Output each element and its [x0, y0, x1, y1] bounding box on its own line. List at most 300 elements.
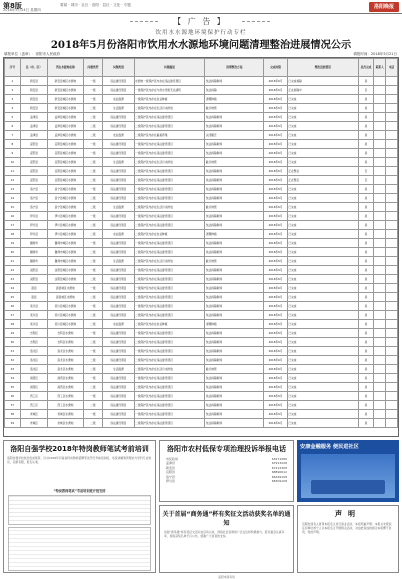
table-cell: 2018年6月: [264, 338, 288, 347]
table-cell: 二级保护区内存在违法建设项目: [134, 419, 205, 428]
table-cell: 洛宁县城区水源地: [48, 185, 83, 194]
table-cell: [386, 239, 398, 248]
table-cell: [386, 275, 398, 284]
table-cell: 已完成拆除: [287, 77, 358, 86]
table-cell: 2018年6月: [264, 86, 288, 95]
table-cell: 偃师市城区水源地: [48, 239, 83, 248]
table-cell: 违法建设项目: [103, 77, 134, 86]
table-row: [5, 338, 398, 347]
table-cell: 生活面源: [103, 257, 134, 266]
essay-award-notice: [159, 505, 294, 579]
table-cell: 一级: [83, 410, 103, 419]
table-cell: 栾川县城区水源地: [48, 320, 83, 329]
table-cell: 一级保护区内存在违法建设项目: [134, 185, 205, 194]
table-row: [5, 194, 398, 203]
table-cell: 已完成: [287, 203, 358, 212]
table-row: [5, 212, 398, 221]
table-cell: 依法拆除取缔: [205, 194, 264, 203]
table-cell: 洛宁县: [20, 203, 48, 212]
table-cell: 已完成: [287, 266, 358, 275]
table-cell: [386, 302, 398, 311]
table-cell: 新安县城区水源地: [48, 104, 83, 113]
table-cell: 依法拆除取缔: [205, 221, 264, 230]
table-cell: 嵩县: [20, 293, 48, 302]
table-cell: 依法拆除取缔: [205, 356, 264, 365]
table-cell: 2018年6月: [264, 230, 288, 239]
table-cell: 依法拆除取缔: [205, 284, 264, 293]
table-cell: [374, 410, 386, 419]
table-cell: 23: [5, 275, 21, 284]
table-cell: 已完成: [287, 158, 358, 167]
table-cell: 偃师市城区水源地: [48, 257, 83, 266]
table-row: [5, 401, 398, 410]
table-cell: [386, 86, 398, 95]
table-row: [5, 158, 398, 167]
table-cell: 洛龙区: [20, 365, 48, 374]
table-cell: [374, 275, 386, 284]
table-cell: 2018年6月: [264, 356, 288, 365]
table-cell: 2018年6月: [264, 77, 288, 86]
table-cell: 2018年6月: [264, 347, 288, 356]
table-cell: [374, 95, 386, 104]
table-cell: 已完成: [287, 374, 358, 383]
table-cell: 已完成: [287, 248, 358, 257]
school-ad-details: [8, 527, 151, 571]
table-cell: 已完成: [287, 284, 358, 293]
table-cell: 二级保护区内存在生活污水排放: [134, 158, 205, 167]
table-cell: 栾川县城区水源地: [48, 311, 83, 320]
table-cell: 老城区: [20, 410, 48, 419]
table-cell: 已完成: [287, 131, 358, 140]
column-header: 问题类别: [103, 59, 134, 77]
table-cell: 二级: [83, 104, 103, 113]
table-cell: 是: [358, 158, 374, 167]
table-cell: 一级: [83, 185, 103, 194]
table-cell: 二级: [83, 167, 103, 176]
table-cell: 2018年6月: [264, 311, 288, 320]
table-cell: [374, 257, 386, 266]
table-cell: 已完成: [287, 293, 358, 302]
table-cell: 2018年6月: [264, 239, 288, 248]
hotline-list: [160, 454, 293, 486]
table-cell: 2018年6月: [264, 149, 288, 158]
table-cell: 是: [358, 356, 374, 365]
table-cell: 老城区: [20, 419, 48, 428]
table-cell: 二级保护区内存在违法建设项目: [134, 275, 205, 284]
table-cell: 2018年6月: [264, 284, 288, 293]
table-cell: 已完成: [287, 302, 358, 311]
table-cell: 违法建设项目: [103, 122, 134, 131]
table-cell: 已完成: [287, 140, 358, 149]
table-row: [5, 356, 398, 365]
table-cell: 依法拆除取缔: [205, 401, 264, 410]
table-cell: [386, 347, 398, 356]
table-cell: [386, 230, 398, 239]
table-cell: 30: [5, 338, 21, 347]
essay-notice-source: 洛阳市商务局: [218, 575, 235, 579]
table-cell: 二级保护区内存在违法建设项目: [134, 356, 205, 365]
table-cell: 宜阳县: [20, 176, 48, 185]
table-cell: 违法建设项目: [103, 293, 134, 302]
table-cell: [374, 77, 386, 86]
table-cell: 生活面源: [103, 104, 134, 113]
table-cell: 38: [5, 410, 21, 419]
table-cell: 17: [5, 221, 21, 230]
table-cell: 汝阳县: [20, 275, 48, 284]
table-cell: 已完成: [287, 122, 358, 131]
table-cell: 涧西区: [20, 374, 48, 383]
hotline-unit: 宜阳县: [166, 470, 176, 475]
table-cell: 二级保护区内存在生活污水排放: [134, 365, 205, 374]
table-cell: 2018年6月: [264, 122, 288, 131]
table-cell: 2018年6月: [264, 113, 288, 122]
table-cell: 二级保护区内存在农业种植: [134, 230, 205, 239]
hotline-unit: 新安县: [166, 465, 176, 470]
table-cell: 伊川县: [20, 212, 48, 221]
table-cell: 是: [358, 149, 374, 158]
table-cell: 新安县城区水源地: [48, 77, 83, 86]
table-cell: 一级保护区内存在违法建设项目: [134, 149, 205, 158]
table-cell: 二级: [83, 158, 103, 167]
table-cell: 12: [5, 176, 21, 185]
table-row: [5, 239, 398, 248]
table-cell: [386, 284, 398, 293]
table-cell: 已完成: [287, 257, 358, 266]
table-cell: 是: [358, 212, 374, 221]
table-cell: 依法拆除取缔: [205, 293, 264, 302]
table-cell: 已完成: [287, 365, 358, 374]
table-cell: 2018年6月: [264, 392, 288, 401]
table-cell: 违法建设项目: [103, 392, 134, 401]
column-header: 电话: [386, 59, 398, 77]
table-cell: 新安县: [20, 95, 48, 104]
table-cell: 13: [5, 185, 21, 194]
table-cell: 截污纳管: [205, 365, 264, 374]
table-row: [5, 320, 398, 329]
table-cell: 一级: [83, 239, 103, 248]
table-cell: 2018年6月: [264, 194, 288, 203]
table-cell: 2018年6月: [264, 248, 288, 257]
column-header: 问题描述: [134, 59, 205, 77]
table-cell: [386, 203, 398, 212]
table-cell: [386, 392, 398, 401]
table-cell: 2018年6月: [264, 221, 288, 230]
table-cell: 违法建设项目: [103, 140, 134, 149]
table-cell: 28: [5, 320, 21, 329]
table-cell: 二级: [83, 131, 103, 140]
table-row: [5, 122, 398, 131]
table-cell: 嵩县城区水源地: [48, 284, 83, 293]
table-cell: 已完成: [287, 311, 358, 320]
table-cell: 西工区: [20, 401, 48, 410]
table-cell: 二级保护区内存在农业种植: [134, 320, 205, 329]
table-cell: 二级: [83, 401, 103, 410]
table-cell: 31: [5, 347, 21, 356]
table-row: [5, 221, 398, 230]
table-cell: 一级: [83, 347, 103, 356]
table-cell: 违法建设项目: [103, 374, 134, 383]
table-cell: 一级保护区内存在违法建设项目: [134, 410, 205, 419]
table-cell: 依法拆除取缔: [205, 149, 264, 158]
table-cell: [386, 77, 398, 86]
table-cell: 截污纳管: [205, 104, 264, 113]
column-header: 所在水源地名称: [48, 59, 83, 77]
school-ad-body: 洛阳自强学校依托优质师资，针对2018年河南省特岗教师招聘笔试开设考前培训班，系统讲解教育理论与学科专业知识，名额有限，报名从速。: [7, 456, 152, 464]
table-cell: 依法拆除取缔: [205, 212, 264, 221]
table-cell: 嵩县: [20, 284, 48, 293]
hotline-unit: 市民政局: [166, 457, 179, 461]
table-cell: 吉利区: [20, 329, 48, 338]
section-nav[interactable]: 要闻 · 城市 · 社区 · 洛阳 · 县区 · 文化 · 专题: [60, 3, 131, 7]
table-cell: 涧西区水源地: [48, 383, 83, 392]
table-cell: [386, 320, 398, 329]
table-cell: 是: [358, 77, 374, 86]
table-cell: 孟津县: [20, 113, 48, 122]
table-cell: 依法拆除取缔: [205, 275, 264, 284]
table-cell: 已完成: [287, 329, 358, 338]
table-cell: [386, 410, 398, 419]
hotline-number: 68890612: [271, 470, 287, 475]
hotline-unit: 洛宁县: [166, 474, 176, 479]
table-cell: 二级: [83, 113, 103, 122]
table-cell: [386, 356, 398, 365]
table-cell: 偃师市城区水源地: [48, 248, 83, 257]
table-cell: 洛宁县城区水源地: [48, 203, 83, 212]
table-cell: 是: [358, 275, 374, 284]
table-cell: 伊川县: [20, 230, 48, 239]
statement-body: 近期发现有人冒用本报名义进行商业活动，本报郑重声明：本报从未授权任何单位或个人以本报名义开展相关活动，对由此造成的损失本报概不负责，特此声明。: [302, 522, 392, 534]
table-cell: 宜阳县城区水源地: [48, 176, 83, 185]
table-cell: [374, 374, 386, 383]
table-cell: 违法建设项目: [103, 149, 134, 158]
table-cell: 2018年6月: [264, 95, 288, 104]
table-cell: 9: [5, 149, 21, 158]
table-cell: 一级: [83, 302, 103, 311]
column-slogan: 饮用水水源地环境保护行动专栏: [155, 30, 247, 36]
table-cell: 二级保护区内存在违法建设项目: [134, 401, 205, 410]
table-cell: [374, 203, 386, 212]
table-cell: 违法建设项目: [103, 221, 134, 230]
table-cell: 二级保护区内存在生活污水排放: [134, 104, 205, 113]
table-cell: 是: [358, 383, 374, 392]
table-cell: 二级: [83, 230, 103, 239]
table-cell: 依法拆除取缔: [205, 266, 264, 275]
table-cell: 一级保护区内存在违法建设项目: [134, 302, 205, 311]
table-cell: 二级保护区内存在生活污水排放: [134, 203, 205, 212]
table-cell: 二级: [83, 356, 103, 365]
table-cell: 涧西区: [20, 383, 48, 392]
table-cell: 35: [5, 383, 21, 392]
bank-ad: [297, 440, 399, 502]
school-ad-schedule-table: [8, 495, 151, 525]
table-cell: 18: [5, 230, 21, 239]
table-cell: 已完成: [287, 230, 358, 239]
table-cell: 依法拆除: [205, 86, 264, 95]
table-cell: 依法拆除取缔: [205, 410, 264, 419]
column-header: 是否完成: [358, 59, 374, 77]
table-cell: 是: [358, 266, 374, 275]
hotline-number: 67212308: [271, 465, 287, 470]
table-cell: 违法建设项目: [103, 284, 134, 293]
table-cell: 宜阳县: [20, 149, 48, 158]
table-cell: 违法建设项目: [103, 356, 134, 365]
table-cell: 违法建设项目: [103, 410, 134, 419]
table-cell: 已完成: [287, 185, 358, 194]
table-cell: 5: [5, 113, 21, 122]
table-cell: [374, 212, 386, 221]
edition-number: 第8版: [3, 2, 22, 10]
table-cell: 37: [5, 401, 21, 410]
table-cell: 是: [358, 293, 374, 302]
table-cell: 二级保护区内存在违法建设项目: [134, 122, 205, 131]
hotline-item: [166, 479, 287, 483]
progress-table-container: [3, 57, 399, 437]
table-cell: [386, 293, 398, 302]
statement: [297, 505, 399, 573]
table-cell: 一级: [83, 329, 103, 338]
essay-notice-title: 关于首届“商务通”杯有奖征文活动获奖名单的通知: [162, 511, 291, 527]
table-row: [5, 266, 398, 275]
table-cell: 已完成: [287, 113, 358, 122]
table-cell: 一级: [83, 95, 103, 104]
table-cell: 老城区水源地: [48, 410, 83, 419]
table-row: [5, 419, 398, 428]
table-cell: 洛宁县: [20, 194, 48, 203]
table-cell: [374, 401, 386, 410]
table-cell: 一级: [83, 86, 103, 95]
newspaper-logo: 洛阳晚报: [369, 2, 399, 12]
table-cell: 违法建设项目: [103, 194, 134, 203]
table-cell: 二级保护区内存在违法建设项目: [134, 176, 205, 185]
table-cell: 宜阳县城区水源地: [48, 167, 83, 176]
column-header: 联系人: [374, 59, 386, 77]
table-cell: 洛龙区: [20, 356, 48, 365]
table-cell: 偃师市: [20, 257, 48, 266]
table-cell: 二级保护区内存在违法建设项目: [134, 293, 205, 302]
table-row: [5, 257, 398, 266]
table-cell: [374, 365, 386, 374]
table-cell: 2018年6月: [264, 257, 288, 266]
table-cell: [386, 95, 398, 104]
table-cell: 2018年6月: [264, 293, 288, 302]
filing-date: 填报时间：2018年5月21日: [353, 52, 397, 56]
table-cell: 2018年6月: [264, 158, 288, 167]
table-cell: 已完成: [287, 239, 358, 248]
table-cell: 是: [358, 239, 374, 248]
school-ad-title: 洛阳自强学校2018年特岗教师笔试考前培训: [10, 445, 149, 453]
table-cell: 二级保护区内存在违法建设项目: [134, 221, 205, 230]
table-cell: 涧西区水源地: [48, 374, 83, 383]
table-row: [5, 230, 398, 239]
table-cell: 宜阳县: [20, 167, 48, 176]
table-cell: 二级: [83, 338, 103, 347]
table-cell: 宜阳县城区水源地: [48, 140, 83, 149]
table-cell: [386, 221, 398, 230]
table-row: [5, 95, 398, 104]
table-row: [5, 86, 398, 95]
table-cell: [374, 284, 386, 293]
table-cell: [374, 158, 386, 167]
table-cell: 清理种植: [205, 95, 264, 104]
table-cell: 截污纳管: [205, 257, 264, 266]
table-cell: 11: [5, 167, 21, 176]
table-cell: 2018年6月: [264, 140, 288, 149]
table-cell: 一级: [83, 374, 103, 383]
table-cell: [386, 149, 398, 158]
table-cell: 老城区水源地: [48, 419, 83, 428]
table-row: [5, 383, 398, 392]
table-cell: 已完成: [287, 392, 358, 401]
table-cell: 2018年6月: [264, 302, 288, 311]
table-row: [5, 347, 398, 356]
table-cell: 二级: [83, 176, 103, 185]
table-cell: 二级保护区内存在违法建设项目: [134, 338, 205, 347]
table-cell: 违法建设项目: [103, 113, 134, 122]
table-cell: 2: [5, 86, 21, 95]
hotline-number: 66269108: [271, 474, 287, 479]
table-cell: 正在拆除中: [287, 86, 358, 95]
table-cell: 39: [5, 419, 21, 428]
table-row: [5, 365, 398, 374]
table-cell: 二级保护区内存在生活污水排放: [134, 257, 205, 266]
table-cell: 是: [358, 320, 374, 329]
table-cell: 栾川县: [20, 311, 48, 320]
table-cell: 一级保护区内存在与供水设施无关建筑: [134, 86, 205, 95]
table-cell: 孟津县城区水源地: [48, 113, 83, 122]
table-cell: [386, 248, 398, 257]
table-cell: 是: [358, 419, 374, 428]
table-cell: 7: [5, 131, 21, 140]
table-cell: 清理种植: [205, 320, 264, 329]
table-cell: [374, 347, 386, 356]
table-cell: 2018年6月: [264, 104, 288, 113]
rural-hotline-ad: [159, 440, 294, 502]
essay-notice-body: 首届“商务通”杯有奖征文活动自启动以来，得到社会各界的广泛关注和积极参与，经评委会认真评审，现将获奖名单予以公布，感谢广大读者的支持。: [164, 530, 285, 538]
table-cell: 违法建设项目: [103, 176, 134, 185]
table-cell: 依法拆除取缔: [205, 239, 264, 248]
table-cell: 否: [358, 86, 374, 95]
table-cell: 15: [5, 203, 21, 212]
table-cell: 农业面源: [103, 95, 134, 104]
table-cell: 宜阳县城区水源地: [48, 149, 83, 158]
table-cell: 孟津县城区水源地: [48, 131, 83, 140]
table-cell: [386, 158, 398, 167]
table-cell: 二级保护区内存在畜禽养殖: [134, 131, 205, 140]
table-cell: [386, 176, 398, 185]
table-cell: 洛宁县城区水源地: [48, 194, 83, 203]
table-cell: 已完成: [287, 149, 358, 158]
table-cell: 农业面源: [103, 230, 134, 239]
table-row: [5, 149, 398, 158]
table-cell: 孟津县城区水源地: [48, 122, 83, 131]
table-cell: 34: [5, 374, 21, 383]
table-cell: [374, 140, 386, 149]
table-cell: 依法拆除取缔: [205, 122, 264, 131]
table-cell: 一级保护区内存在违法建设项目: [134, 374, 205, 383]
table-cell: 违法建设项目: [103, 302, 134, 311]
table-row: [5, 167, 398, 176]
table-cell: 已完成: [287, 383, 358, 392]
table-cell: 2018年6月: [264, 185, 288, 194]
table-cell: 20: [5, 248, 21, 257]
table-cell: 二级: [83, 122, 103, 131]
column-header: 序号: [5, 59, 21, 77]
table-row: [5, 104, 398, 113]
table-cell: 是: [358, 203, 374, 212]
table-row: [5, 203, 398, 212]
table-cell: [386, 374, 398, 383]
table-cell: 已完成: [287, 401, 358, 410]
